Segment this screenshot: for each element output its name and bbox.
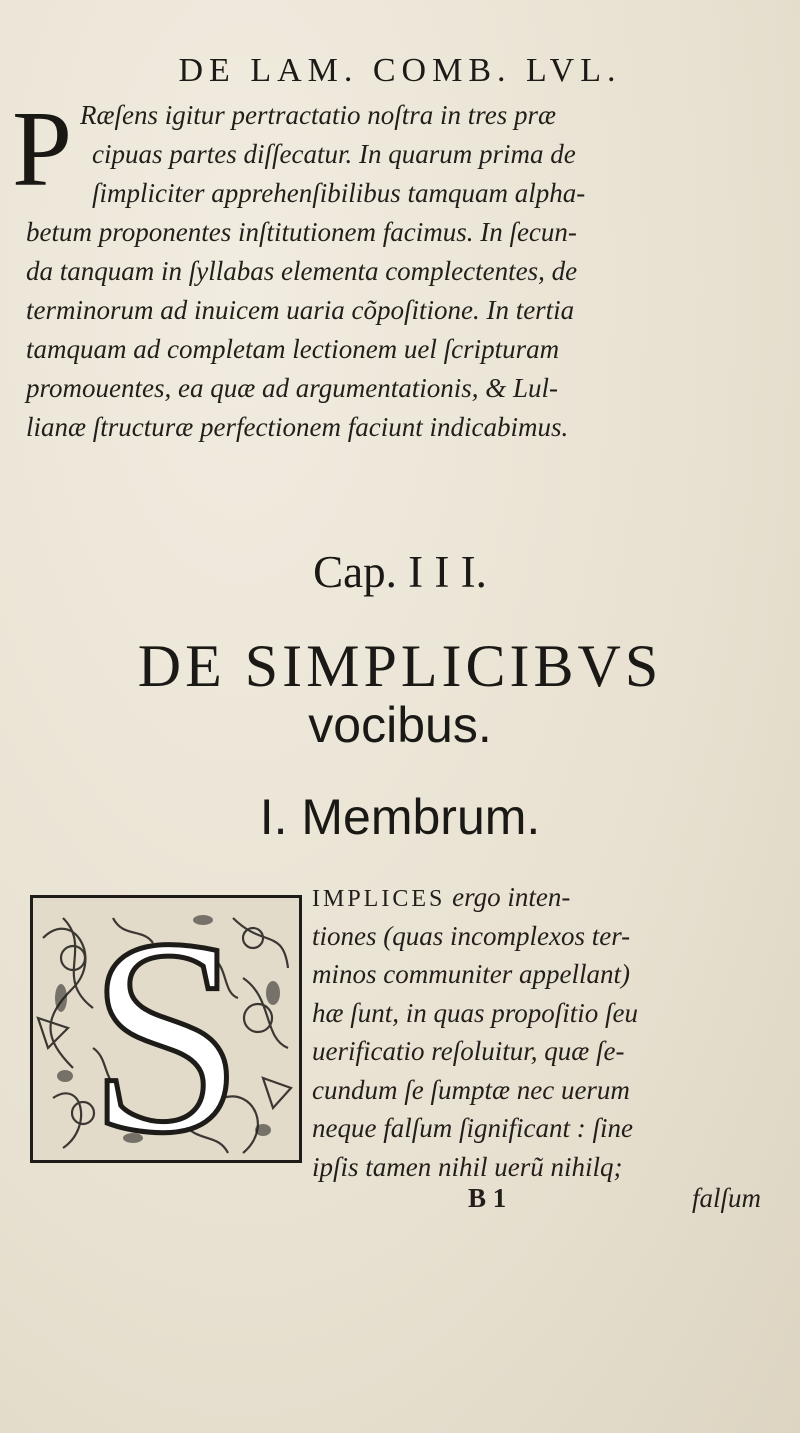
section-heading: I. Membrum. (259, 789, 541, 845)
body-line: tiones (quas incomplexos ter- (312, 920, 631, 951)
intro-line: Ræſens igitur pertractatio noſtra in tres præ (80, 100, 557, 130)
body-line-first (312, 878, 570, 919)
body-line: uerificatio reſoluitur, quæ ſe- (312, 1036, 625, 1066)
intro-line: lianæ ſtructuræ perfectionem faciunt indicabimus. (26, 412, 569, 442)
body-line: minos communiter appellant) (312, 959, 630, 989)
svg-text:S: S (88, 898, 244, 1160)
body-line: cundum ſe ſumptæ nec uerum (312, 1074, 630, 1105)
intro-line: cipuas partes diſſecatur. In quarum prima de (92, 139, 576, 169)
intro-line: promouentes, ea quæ ad argumentationis, & Lul- (26, 373, 558, 403)
drop-capital-p: P (12, 90, 73, 209)
body-line: neque falſum ſignificant : ſine (312, 1113, 633, 1143)
body-line: hæ ſunt, in quas propoſitio ſeu (312, 997, 639, 1028)
chapter-number: Cap. I I I. (313, 547, 487, 597)
intro-line: terminorum ad inuicem uaria cõpoſitione. In tertia (26, 295, 575, 325)
intro-line: da tanquam in ſyllabas elementa complectentes, de (26, 256, 578, 286)
running-head: DE LAM. COMB. LVL. (178, 52, 622, 89)
signature-mark: B 1 (468, 1183, 507, 1213)
ornament-icon (33, 898, 299, 1160)
small-caps-word: IMPLICES (312, 886, 446, 912)
intro-line: betum proponentes inſtitutionem facimus. In ſecun- (26, 217, 577, 247)
intro-line: tamquam ad completam lectionem uel ſcripturam (26, 334, 560, 364)
decorated-initial-s (30, 895, 302, 1163)
chapter-subtitle: vocibus. (308, 697, 492, 753)
catchword: falſum (692, 1183, 762, 1213)
body-line-first-rest: ergo inten- (445, 882, 571, 912)
chapter-title: DE SIMPLICIBVS (137, 633, 663, 699)
intro-line: ſimpliciter apprehenſibilibus tamquam alpha- (92, 178, 586, 208)
body-line: ipſis tamen nihil uerũ nihilq; (312, 1151, 623, 1182)
